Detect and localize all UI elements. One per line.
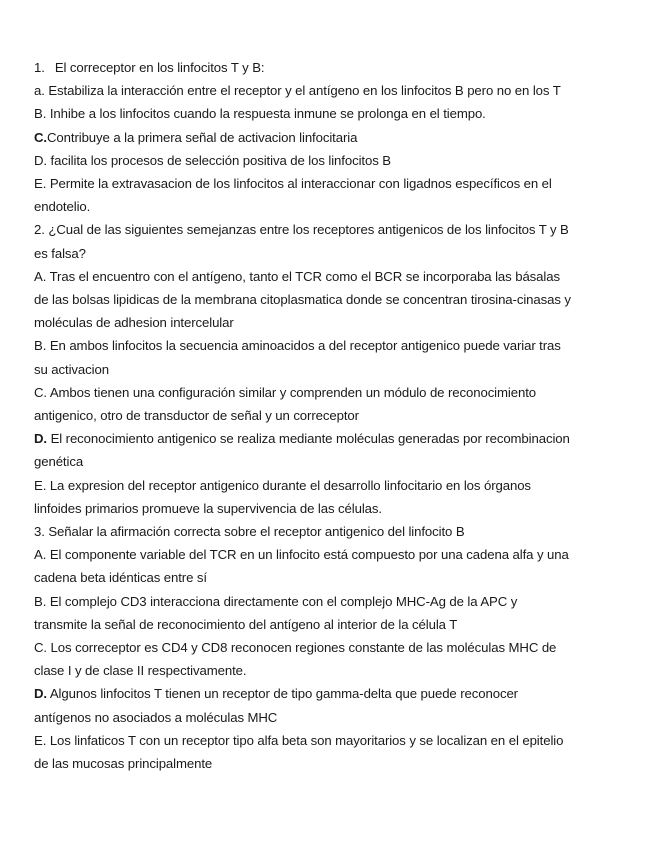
option-text-highlighted: D. El reconocimiento antigenico se realiza mediante moléculas generadas por recombinacion bbox=[34, 431, 570, 447]
option-text-continued: cadena beta idénticas entre sí bbox=[34, 570, 207, 586]
question-number: 1. bbox=[34, 60, 45, 75]
option-text-continued: moléculas de adhesion intercelular bbox=[34, 315, 234, 331]
question-1-title: 1. El correceptor en los linfocitos T y B: bbox=[34, 60, 265, 75]
option-text: A. Tras el encuentro con el antígeno, tanto el TCR como el BCR se incorporaba las básalas bbox=[34, 268, 560, 284]
option-text-continued: endotelio. bbox=[34, 199, 91, 215]
option-letter-bold: D. bbox=[34, 431, 47, 447]
option-text: E. La expresion del receptor antigenico durante el desarrollo linfocitario en los órganos bbox=[34, 477, 531, 493]
option-text-continued: de las mucosas principalmente bbox=[34, 756, 213, 772]
option-text: E. Permite la extravasacion de los linfocitos al interaccionar con ligadnos específicos en el bbox=[34, 176, 552, 192]
option-text-continued: linfoides primarios promueve la supervivencia de las células. bbox=[34, 500, 382, 516]
option-text: B. Inhibe a los linfocitos cuando la respuesta inmune se prolonga en el tiempo. bbox=[34, 106, 486, 122]
question-3-title: 3. Señalar la afirmación correcta sobre el receptor antigenico del linfocito B bbox=[34, 524, 465, 540]
option-text-continued: de las bolsas lipidicas de la membrana citoplasmatica donde se concentran tirosina-cinasas y bbox=[34, 292, 571, 308]
option-text: E. Los linfaticos T con un receptor tipo alfa beta son mayoritarios y se localizan en el epitelio bbox=[34, 732, 564, 748]
option-text-continued: genética bbox=[34, 454, 84, 470]
option-text: C. Los correceptor es CD4 y CD8 reconocen regiones constante de las moléculas MHC de bbox=[34, 640, 557, 656]
document-page bbox=[34, 56, 634, 775]
option-text: B. El complejo CD3 interacciona directamente con el complejo MHC-Ag de la APC y bbox=[34, 593, 518, 609]
option-text-highlighted: D. Algunos linfocitos T tienen un receptor de tipo gamma-delta que puede reconocer bbox=[34, 686, 518, 702]
option-text: D. facilita los procesos de selección positiva de los linfocitos B bbox=[34, 152, 391, 168]
question-2-title-continued: es falsa? bbox=[34, 245, 86, 261]
option-text-continued: su activacion bbox=[34, 361, 109, 377]
option-text: B. En ambos linfocitos la secuencia aminoacidos a del receptor antigenico puede variar tras bbox=[34, 338, 561, 354]
option-text-continued: antigenico, otro de transductor de señal y un correceptor bbox=[34, 408, 359, 424]
option-text: a. Estabiliza la interacción entre el receptor y el antígeno en los linfocitos B pero no en los T bbox=[34, 83, 561, 99]
option-letter-bold: C. bbox=[34, 129, 47, 145]
option-text: C. Ambos tienen una configuración similar y comprenden un módulo de reconocimiento bbox=[34, 384, 536, 400]
option-letter-bold: D. bbox=[34, 686, 47, 702]
option-text-continued: antígenos no asociados a moléculas MHC bbox=[34, 709, 278, 725]
option-text: A. El componente variable del TCR en un linfocito está compuesto por una cadena alfa y una bbox=[34, 547, 569, 563]
option-text-continued: transmite la señal de reconocimiento del antígeno al interior de la célula T bbox=[34, 616, 458, 632]
option-text-highlighted: C.Contribuye a la primera señal de activacion linfocitaria bbox=[34, 129, 358, 145]
option-text-continued: clase I y de clase II respectivamente. bbox=[34, 663, 247, 679]
question-2-title: 2. ¿Cual de las siguientes semejanzas entre los receptores antigenicos de los linfocitos T y B bbox=[34, 222, 569, 238]
